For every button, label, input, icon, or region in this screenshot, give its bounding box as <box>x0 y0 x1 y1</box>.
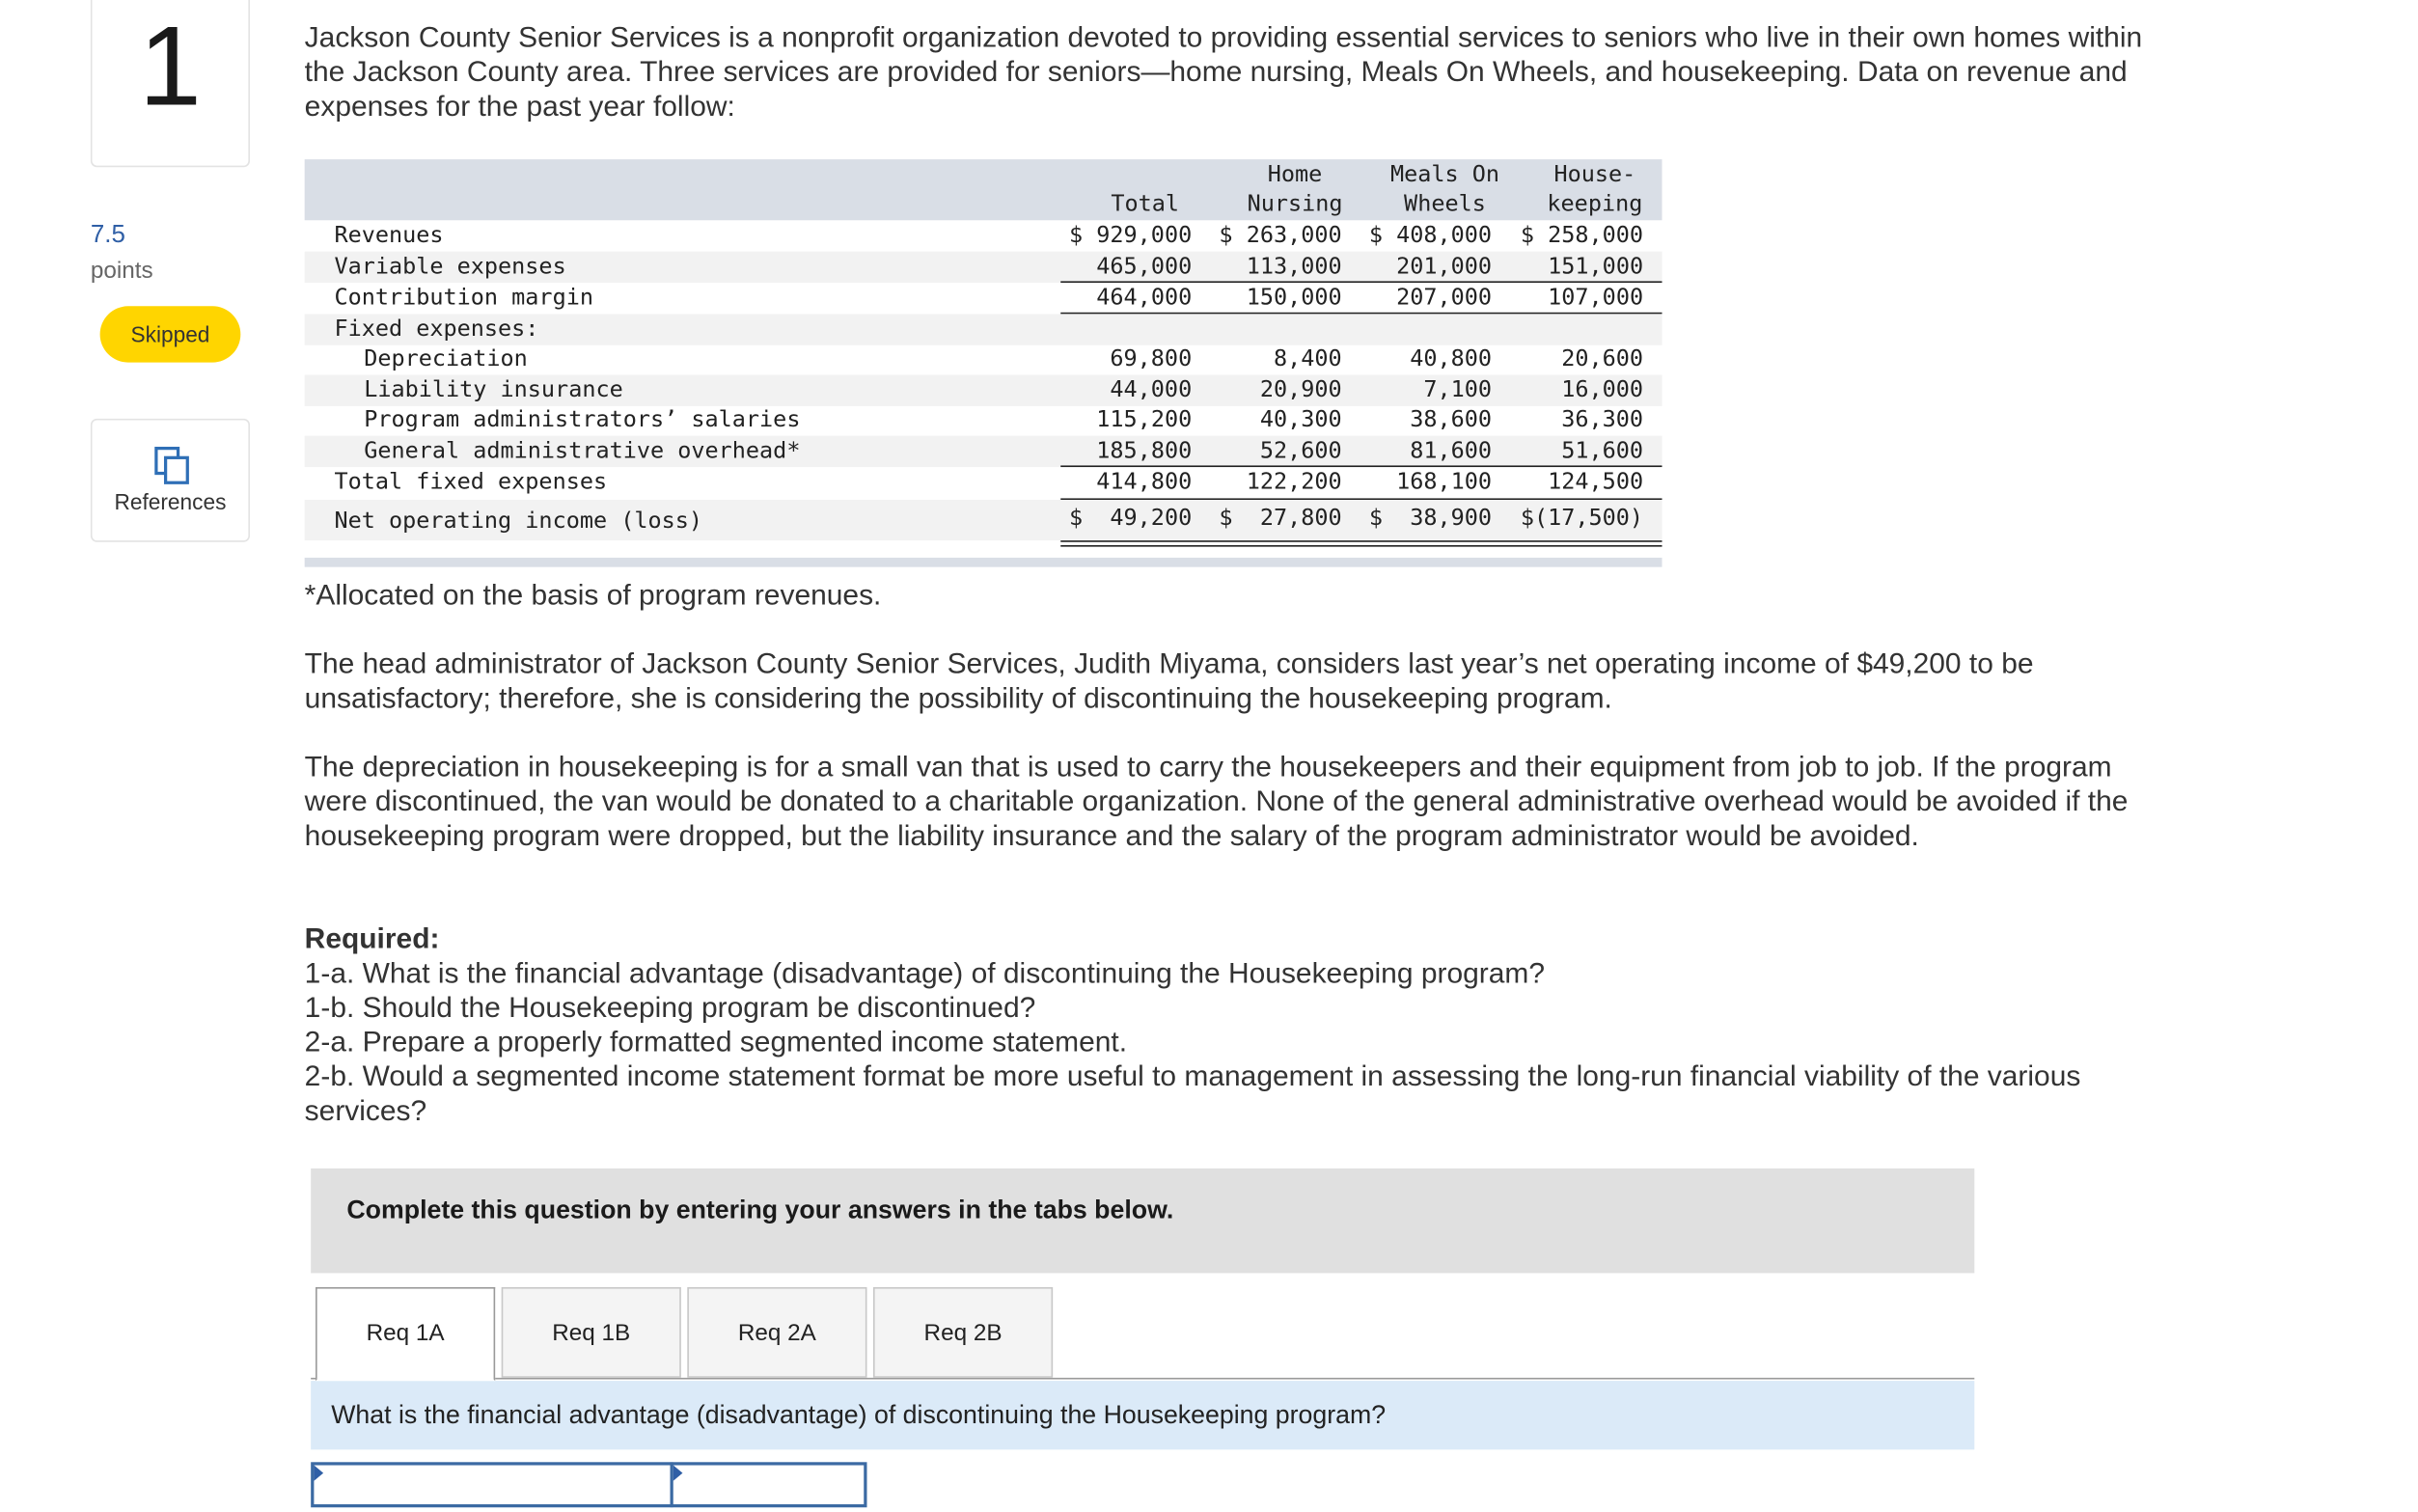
cell-meals: 81,600 <box>1410 438 1493 464</box>
cell-home: 20,900 <box>1259 377 1342 403</box>
depreciation-paragraph: The depreciation in housekeeping is for a small van that is used to carry the housekeepers and their equipment from job to job. If the program were discontinued, the van would be donated to a charitable organization. None of the general administrative overhead would be avoided if the housekeeping program were dropped, but the liability insurance and the salary of the program administrator would be avoided. <box>304 750 2129 852</box>
table-row <box>305 436 1662 467</box>
table-row <box>305 500 1662 540</box>
references-label: References <box>114 488 227 514</box>
table-row <box>305 404 1662 435</box>
cell-meals: $ 408,000 <box>1368 223 1493 249</box>
cell-house: 16,000 <box>1561 377 1644 403</box>
question-prompt-bar <box>311 1381 1974 1449</box>
cell-total: 44,000 <box>1110 377 1193 403</box>
cell-total: $ 929,000 <box>1069 223 1193 249</box>
cell-meals: 201,000 <box>1396 254 1493 280</box>
tab-req-1a[interactable]: Req 1A <box>316 1287 495 1381</box>
row-label: Liability insurance <box>364 377 623 403</box>
table-row <box>305 344 1662 374</box>
cell-total: 115,200 <box>1096 407 1193 433</box>
financial-table <box>305 159 1662 567</box>
required-title: Required: <box>304 921 440 955</box>
instruction-box <box>311 1168 1974 1273</box>
row-label: Revenues <box>334 223 444 249</box>
header-meals-2: Wheels <box>1404 192 1486 218</box>
question-prompt: What is the financial advantage (disadvantage) of discontinuing the Housekeeping program? <box>331 1401 1387 1430</box>
administrator-paragraph: The head administrator of Jackson County Senior Services, Judith Miyama, considers last year’s net operating income of $49,200 to be unsatisfactory; therefore, she is considering the possibility of discontinuing the housekeeping program. <box>304 646 2034 714</box>
intro-paragraph: Jackson County Senior Services is a nonprofit organization devoted to providing essential services to seniors who live in their own homes within the Jackson County area. Three services are provided for seniors—home nursing, Meals On Wheels, and housekeeping. Data on revenue and expenses for the past year follow: <box>304 20 2143 123</box>
cell-home: 40,300 <box>1259 407 1342 433</box>
table-row <box>305 314 1662 344</box>
tab-req-2a[interactable]: Req 2A <box>687 1287 866 1378</box>
copy-icon <box>153 445 191 485</box>
double-underline <box>1060 540 1662 546</box>
required-section <box>305 921 2148 1128</box>
cell-total: 185,800 <box>1096 438 1193 464</box>
header-house-2: keeping <box>1547 192 1643 218</box>
table-row <box>305 252 1662 283</box>
required-item: 2-b. Would a segmented income statement format be more useful to management in assessing the long-run financial viability of the various services? <box>304 1058 2081 1127</box>
cell-house: 36,300 <box>1561 407 1644 433</box>
cell-total: 465,000 <box>1096 254 1193 280</box>
question-number-box <box>91 0 250 167</box>
cell-house: $(17,500) <box>1520 506 1644 532</box>
footnote: *Allocated on the basis of program revenues. <box>304 577 882 611</box>
table-row <box>305 220 1662 251</box>
row-label: Variable expenses <box>334 254 566 280</box>
row-label: Program administrators’ salaries <box>364 407 801 433</box>
row-label: Depreciation <box>364 346 528 372</box>
cell-meals: 40,800 <box>1410 346 1493 372</box>
instruction-text: Complete this question by entering your answers in the tabs below. <box>346 1196 1174 1225</box>
cell-total: 69,800 <box>1110 346 1193 372</box>
cell-total: $ 49,200 <box>1069 506 1193 532</box>
points-label: points <box>90 258 153 285</box>
tab-req-1b[interactable]: Req 1B <box>502 1287 681 1378</box>
cell-house: 20,600 <box>1561 346 1644 372</box>
tab-req-2b[interactable]: Req 2B <box>873 1287 1053 1378</box>
question-number: 1 <box>139 4 202 130</box>
header-meals-1: Meals On <box>1389 162 1500 188</box>
row-label: General administrative overhead* <box>364 438 801 464</box>
row-label: Contribution margin <box>334 286 593 312</box>
cell-home: 122,200 <box>1246 470 1342 496</box>
cell-home: 150,000 <box>1246 286 1342 312</box>
cell-home: 8,400 <box>1273 346 1342 372</box>
row-label: Fixed expenses: <box>334 316 539 343</box>
cell-meals: 207,000 <box>1396 286 1493 312</box>
table-row <box>305 283 1662 314</box>
row-label: Net operating income (loss) <box>334 509 703 535</box>
row-label: Total fixed expenses <box>334 470 608 496</box>
cell-meals: 168,100 <box>1396 470 1493 496</box>
cell-home: 52,600 <box>1259 438 1342 464</box>
cell-meals: $ 38,900 <box>1368 506 1493 532</box>
cell-total: 464,000 <box>1096 286 1193 312</box>
cell-total: 414,800 <box>1096 470 1193 496</box>
required-item: 1-b. Should the Housekeeping program be discontinued? <box>304 990 1036 1024</box>
input-marker-icon <box>314 1466 323 1481</box>
cell-house: 151,000 <box>1548 254 1644 280</box>
header-house-1: House- <box>1553 162 1636 188</box>
cell-meals: 38,600 <box>1410 407 1493 433</box>
table-row <box>305 467 1662 498</box>
cell-house: 124,500 <box>1548 470 1644 496</box>
answer-amount-input[interactable] <box>671 1462 867 1507</box>
points-value: 7.5 <box>90 221 125 249</box>
required-item: 1-a. What is the financial advantage (disadvantage) of discontinuing the Housekeeping program? <box>304 955 1545 989</box>
cell-home: $ 263,000 <box>1219 223 1342 249</box>
header-total: Total <box>1111 192 1179 218</box>
cell-house: 107,000 <box>1548 286 1644 312</box>
references-button[interactable] <box>91 419 250 542</box>
cell-house: 51,600 <box>1561 438 1644 464</box>
cell-home: 113,000 <box>1246 254 1342 280</box>
input-marker-icon <box>673 1466 683 1481</box>
answer-label-input[interactable] <box>311 1462 673 1507</box>
header-home-1: Home <box>1267 162 1323 188</box>
table-footer-bar <box>305 558 1662 567</box>
table-row <box>305 375 1662 406</box>
cell-house: $ 258,000 <box>1520 223 1644 249</box>
cell-meals: 7,100 <box>1423 377 1493 403</box>
required-item: 2-a. Prepare a properly formatted segmented income statement. <box>304 1024 1128 1058</box>
header-home-2: Nursing <box>1247 192 1343 218</box>
status-badge: Skipped <box>100 306 241 362</box>
cell-home: $ 27,800 <box>1219 506 1342 532</box>
